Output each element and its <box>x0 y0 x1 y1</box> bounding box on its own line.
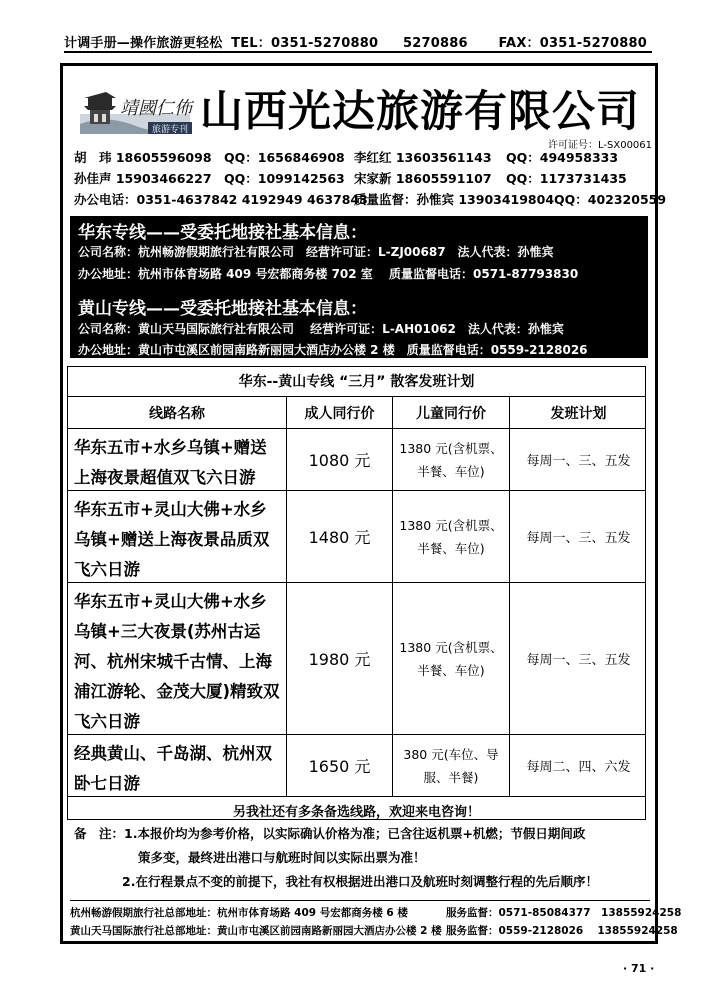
agency-info-box <box>70 216 648 358</box>
footer-service: 服务监督：0559-2128026 13855924258 <box>446 925 678 937</box>
contact-name: 胡 玮 18605596098 <box>74 150 212 165</box>
remark-line: 2.在行程景点不变的前提下，我社有权根据进出港口及航班时刻调整行程的先后顺序！ <box>122 874 598 889</box>
child-price: 380 元(车位、导服、半餐) <box>393 735 510 796</box>
schedule: 每周一、三、五发 <box>526 653 631 668</box>
adult-price: 1650 元 <box>287 735 393 796</box>
schedule-table <box>67 366 646 820</box>
company-logo <box>76 84 196 140</box>
license-number: 许可证号：L-SX00061 <box>548 140 653 151</box>
column-header: 成人同行价 <box>287 397 393 428</box>
agency-line: 办公地址：黄山市屯溪区前园南路新丽园大酒店办公楼 2 楼 质量监督电话：0559-2128026 <box>78 343 588 357</box>
remark-line: 策多变，最终进出港口与航班时间以实际出票为准！ <box>138 850 426 865</box>
agency-line: 公司名称：黄山天马国际旅行社有限公司 经营许可证：L-AH01062 法人代表：孙惟宾 <box>78 322 564 336</box>
header-fax: FAX：0351-5270880 <box>498 36 648 51</box>
adult-price: 1980 元 <box>287 583 393 734</box>
page-footer <box>70 900 682 937</box>
route-name: 经典黄山、千岛湖、杭州双卧七日游 <box>68 735 287 796</box>
contact-qq: QQ：494958333 <box>506 150 619 165</box>
agency-heading: 华东专线——受委托地接社基本信息： <box>78 223 367 243</box>
schedule: 每周二、四、六发 <box>526 760 631 775</box>
agency-line: 办公地址：杭州市体育场路 409 号宏都商务楼 702 室 质量监督电话：0571-87793830 <box>78 267 579 281</box>
schedule: 每周一、三、五发 <box>526 531 631 546</box>
table-row <box>68 491 645 583</box>
table-row <box>68 735 645 797</box>
contact-qq: QQ：1173731435 <box>506 171 627 186</box>
column-header: 儿童同行价 <box>393 397 510 428</box>
contact-name: 李红红 13603561143 <box>354 150 492 165</box>
contact-name: 孙佳声 15903466227 <box>74 171 212 186</box>
table-row <box>68 583 645 735</box>
remark-line: 备 注：1.本报价均为参考价格，以实际确认价格为准；已含往返机票+机燃；节假日期间政 <box>74 826 586 841</box>
child-price: 1380 元(含机票、半餐、车位) <box>393 429 510 490</box>
header-tel: TEL：0351-5270880 <box>231 36 379 51</box>
more-routes-note: 另我社还有多条备选线路，欢迎来电咨询！ <box>232 805 480 820</box>
footer-service: 服务监督：0571-85084377 13855924258 <box>446 907 682 919</box>
column-header: 线路名称 <box>68 397 287 428</box>
footer-address: 黄山天马国际旅行社总部地址：黄山市屯溪区前园南路新丽园大酒店办公楼 2 楼 <box>70 925 442 937</box>
table-header-row <box>68 397 645 429</box>
office-qq: QQ：402320559 <box>554 192 667 207</box>
child-price: 1380 元(含机票、半餐、车位) <box>393 583 510 734</box>
adult-price: 1080 元 <box>287 429 393 490</box>
schedule: 每周一、三、五发 <box>526 454 631 469</box>
table-title: 华东--黄山专线 “三月” 散客发班计划 <box>68 367 645 397</box>
agency-line: 公司名称：杭州畅游假期旅行社有限公司 经营许可证：L-ZJ00687 法人代表：孙惟宾 <box>78 245 554 259</box>
header-tel-extra: 5270886 <box>403 36 468 51</box>
route-name: 华东五市+灵山大佛+水乡乌镇+三大夜景(苏州古运河、杭州宋城千古情、上海浦江游轮、金茂大厦)精致双飞六日游 <box>68 583 287 734</box>
column-header: 发班计划 <box>550 405 607 422</box>
contact-name: 宋家新 18605591107 <box>354 171 492 186</box>
adult-price: 1480 元 <box>287 491 393 582</box>
pagoda-logo-icon <box>76 84 196 140</box>
quality-supervisor: 质量监督：孙惟宾 13903419804 <box>354 192 555 207</box>
header-tagline: 计调手册—操作旅游更轻松 <box>64 36 223 51</box>
agency-heading: 黄山专线——受委托地接社基本信息： <box>78 299 367 319</box>
route-name: 华东五市+灵山大佛+水乡乌镇+赠送上海夜景品质双飞六日游 <box>68 491 287 582</box>
contact-qq: QQ：1656846908 <box>224 150 345 165</box>
header-rule <box>64 51 652 53</box>
remarks <box>74 822 639 894</box>
footer-address: 杭州畅游假期旅行社总部地址：杭州市体育场路 409 号宏都商务楼 6 楼 <box>70 907 408 919</box>
child-price: 1380 元(含机票、半餐、车位) <box>393 491 510 582</box>
page-number: · 71 · <box>623 962 655 975</box>
table-row <box>68 429 645 491</box>
page-header <box>64 32 652 54</box>
logo-calligraphy: 靖國仁佈 <box>120 98 192 119</box>
contact-qq: QQ：1099142563 <box>224 171 345 186</box>
logo-sub: 旅游专刊 <box>152 125 189 135</box>
company-name: 山西光达旅游有限公司 <box>200 87 640 137</box>
route-name: 华东五市+水乡乌镇+赠送上海夜景超值双飞六日游 <box>68 429 287 490</box>
office-phone: 办公电话：0351-4637842 4192949 4637843 <box>74 192 368 207</box>
